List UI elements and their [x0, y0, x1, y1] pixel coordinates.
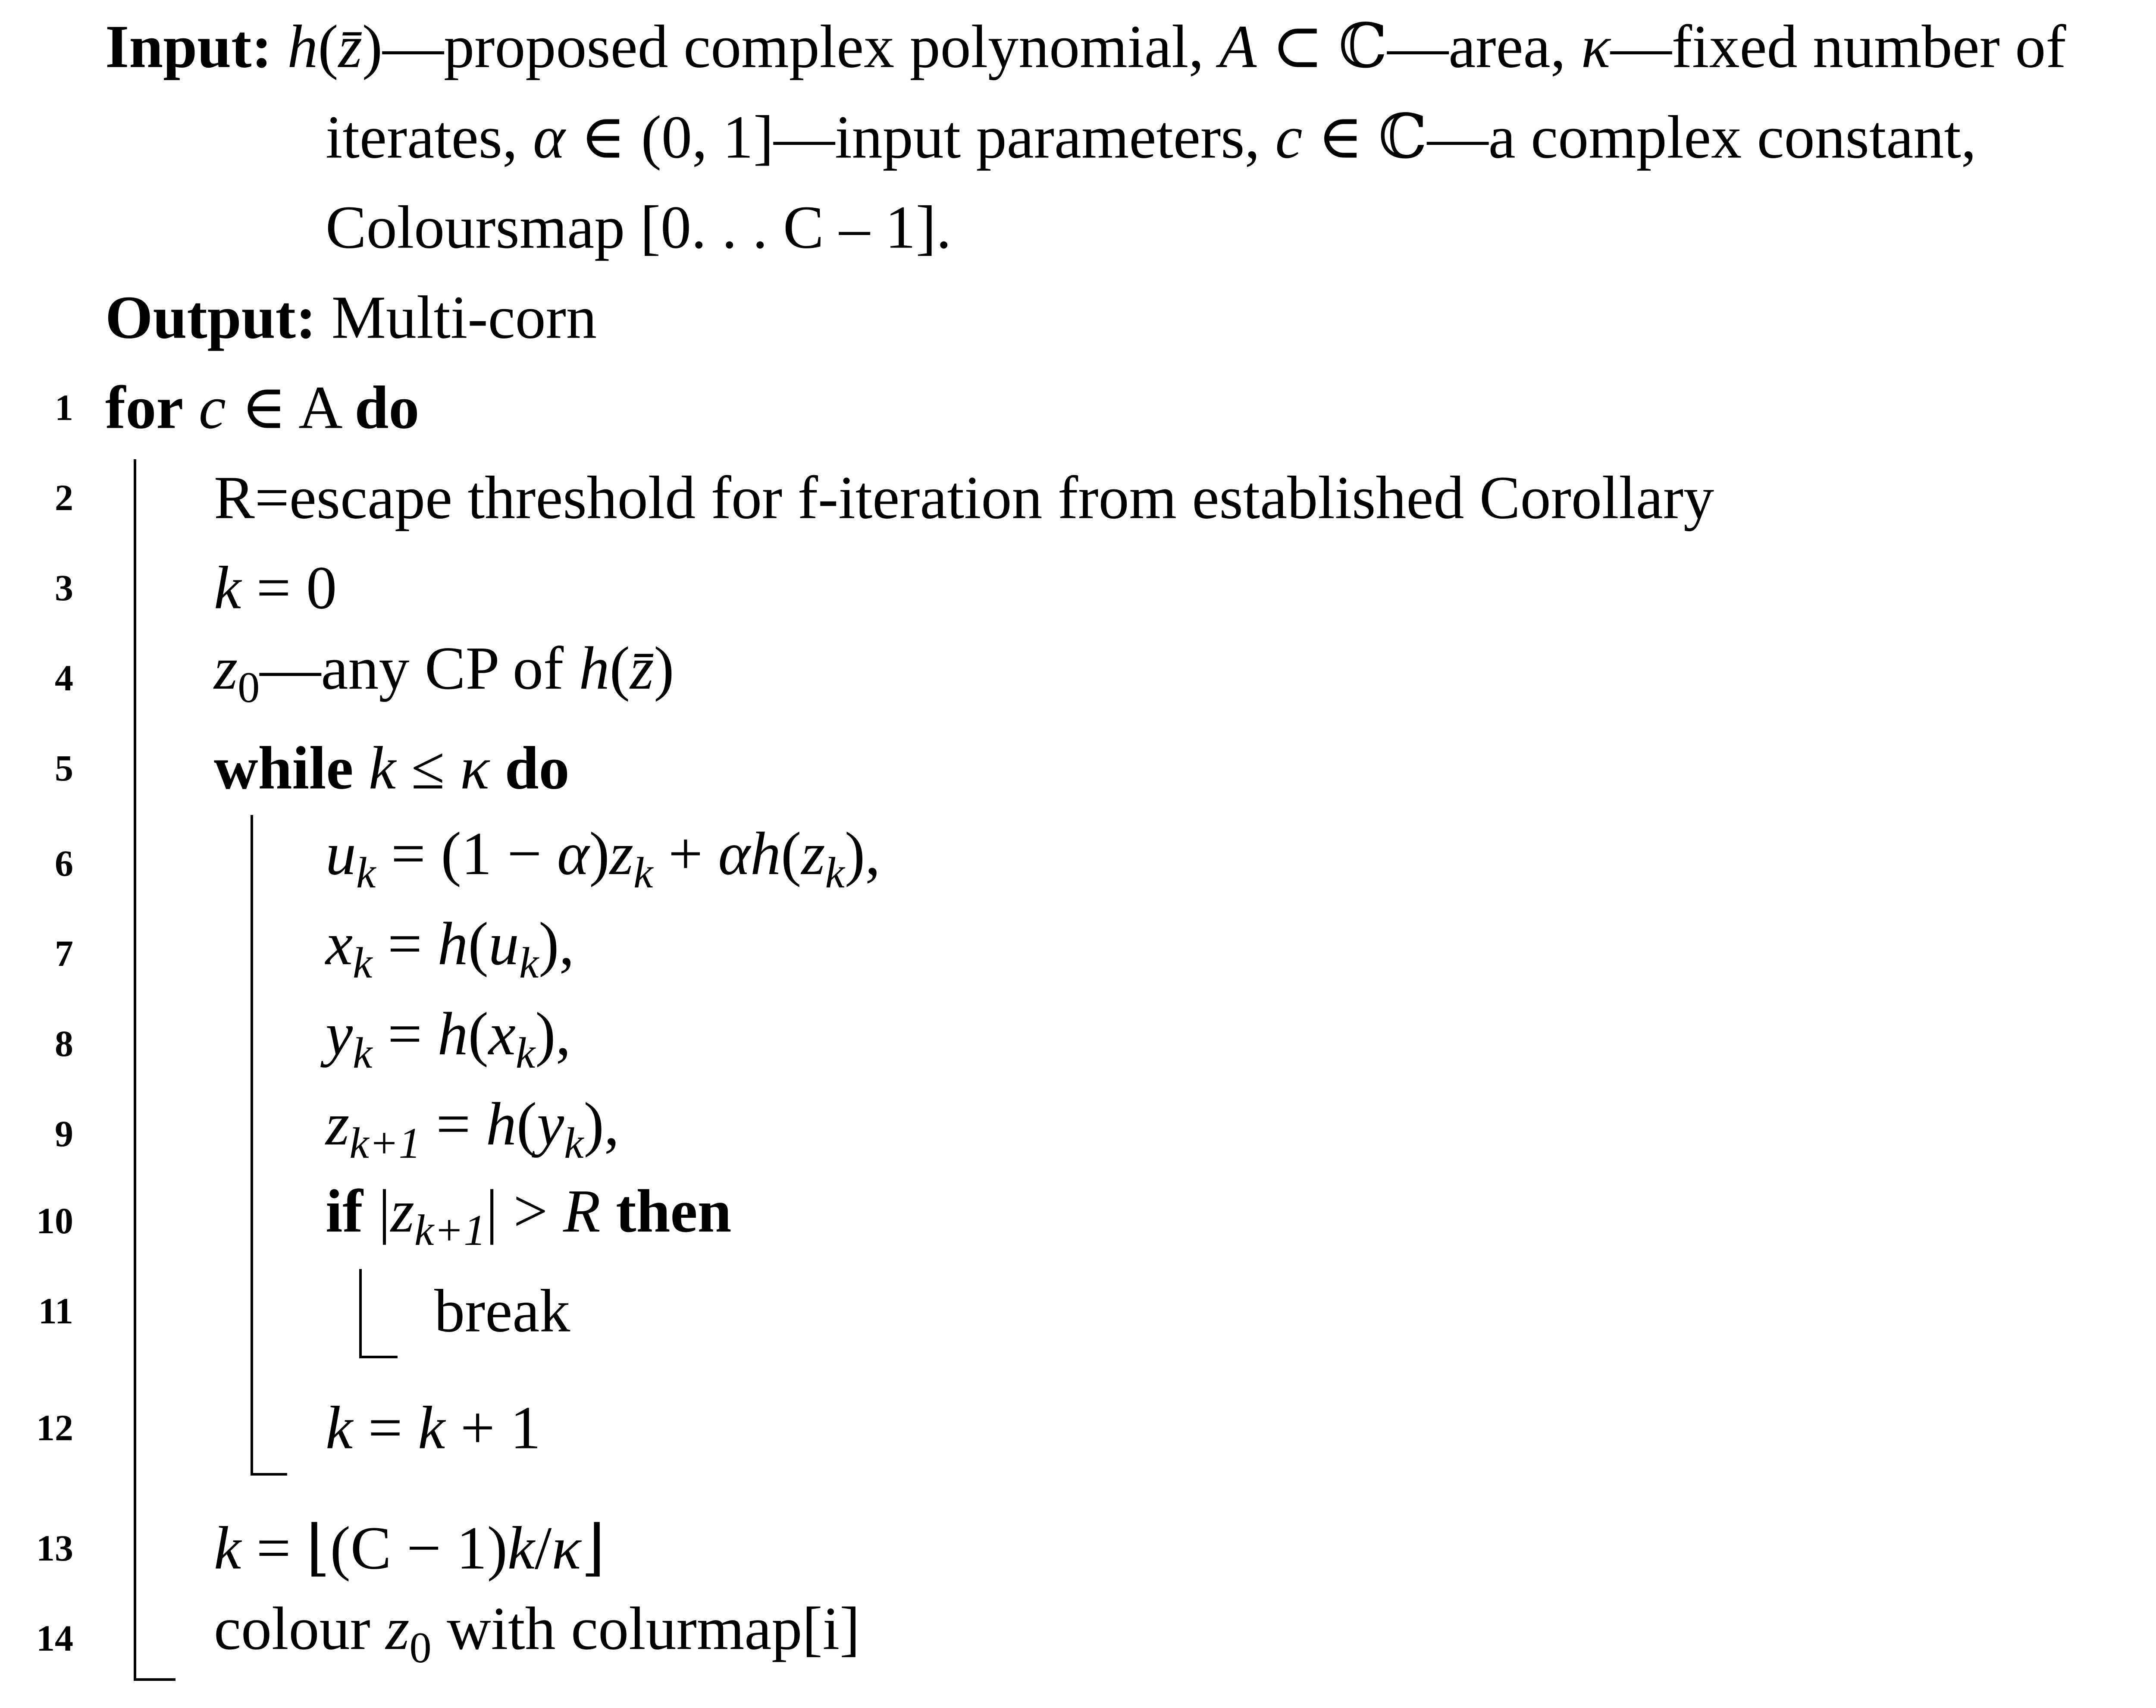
math-symbol: k: [326, 1393, 353, 1462]
line-number: 3: [55, 567, 73, 608]
while-block-end: [251, 1473, 287, 1476]
math-symbol: c: [1275, 103, 1303, 171]
line-number: 4: [55, 657, 73, 699]
text-segment: +: [653, 819, 718, 888]
line-number: 7: [55, 933, 73, 974]
algorithm-line: [326, 1178, 731, 1264]
math-symbol: κ: [460, 733, 490, 802]
math-symbol: k: [214, 1514, 241, 1582]
math-symbol: z: [214, 634, 238, 702]
math-symbol: h: [287, 12, 318, 81]
text-segment: = (1 −: [376, 819, 557, 888]
text-segment: —any CP of: [260, 634, 579, 702]
text-segment: [489, 734, 505, 802]
math-symbol: α: [557, 819, 589, 888]
keyword: while: [214, 733, 354, 802]
math-symbol: k+1: [349, 1119, 421, 1168]
line-number: 11: [38, 1290, 73, 1332]
text-segment: [601, 1177, 616, 1245]
math-symbol: z: [385, 1594, 410, 1663]
output-line: [105, 284, 597, 351]
math-symbol: z: [390, 1177, 414, 1245]
line-number: 6: [55, 843, 73, 884]
text-segment: ),: [583, 1090, 620, 1158]
text-segment: (: [780, 819, 802, 888]
text-segment: ),: [844, 819, 881, 888]
text-segment: Coloursmap [0. . . C – 1].: [326, 193, 952, 261]
text-segment: (: [516, 1090, 537, 1158]
line-number: 14: [36, 1617, 73, 1659]
if-block-rule: [359, 1269, 362, 1357]
text-segment: (: [468, 1000, 489, 1068]
algorithm-line: [214, 735, 570, 802]
math-symbol: y: [537, 1090, 564, 1158]
text-segment: ): [654, 634, 674, 702]
math-symbol: k: [418, 1393, 445, 1462]
math-symbol: h: [437, 1000, 468, 1068]
math-symbol: k: [507, 1514, 535, 1582]
text-segment: = 0: [241, 553, 337, 622]
math-symbol: k: [825, 848, 845, 897]
math-symbol: 0: [238, 663, 260, 712]
text-segment: Multi-corn: [316, 283, 597, 351]
text-segment: /: [534, 1514, 552, 1582]
math-symbol: h: [579, 634, 610, 702]
math-symbol: k: [519, 938, 539, 987]
math-symbol: x: [326, 909, 353, 978]
algorithm-line: [434, 1278, 570, 1344]
math-symbol: k: [353, 1028, 373, 1078]
text-segment: =: [372, 1000, 438, 1068]
algorithm-line: [214, 555, 337, 621]
text-segment: break: [434, 1276, 570, 1345]
line-number: 2: [55, 477, 73, 518]
math-symbol: k: [353, 938, 373, 987]
keyword: do: [354, 373, 420, 442]
text-segment: iterates,: [326, 103, 533, 171]
text-segment: ): [589, 819, 610, 888]
text-segment: ∈ A: [226, 373, 355, 442]
text-segment: [272, 13, 288, 81]
input-line-3: [326, 194, 951, 261]
algorithm-line: [326, 1000, 571, 1087]
text-segment: ),: [539, 909, 574, 978]
keyword: if: [326, 1177, 363, 1245]
math-symbol: z̄: [338, 12, 362, 81]
text-segment: ∈ ℂ—a complex constant,: [1302, 103, 1977, 171]
text-segment: [353, 734, 369, 802]
algorithm-line: [214, 464, 1714, 531]
math-symbol: k: [633, 848, 653, 897]
text-segment: =: [353, 1393, 418, 1462]
keyword: do: [505, 733, 570, 802]
text-segment: ≤: [395, 733, 460, 802]
text-segment: with colurmap[i]: [431, 1594, 860, 1663]
text-segment: (: [318, 12, 338, 81]
math-symbol: z: [801, 819, 825, 888]
while-block-rule: [251, 815, 253, 1475]
math-symbol: h: [437, 909, 468, 978]
text-segment: —fixed number of: [1610, 12, 2066, 81]
algorithm-line: [214, 1515, 605, 1582]
keyword: Output:: [105, 283, 317, 351]
math-symbol: c: [198, 373, 226, 442]
algorithm-line: [326, 1395, 541, 1461]
text-segment: =: [372, 909, 438, 978]
text-segment: (: [468, 909, 489, 978]
keyword: for: [105, 373, 184, 442]
input-line-1: [105, 13, 2066, 80]
line-number: 1: [55, 387, 73, 428]
text-segment: =: [420, 1090, 486, 1158]
math-symbol: h: [486, 1090, 517, 1158]
math-symbol: k: [515, 1028, 536, 1078]
algorithm-line: [105, 374, 419, 441]
algorithm-line: [326, 1091, 619, 1177]
algorithm-line: [214, 635, 674, 721]
line-number: 5: [55, 747, 73, 789]
algorithm-line: [214, 1595, 860, 1681]
line-number: 8: [55, 1023, 73, 1064]
math-symbol: α: [533, 103, 565, 171]
math-symbol: u: [488, 909, 519, 978]
math-symbol: x: [488, 1000, 516, 1068]
math-symbol: κ: [552, 1514, 581, 1582]
math-symbol: z: [326, 1090, 350, 1158]
math-symbol: z̄: [630, 634, 654, 702]
text-segment: ∈ (0, 1]—input parameters,: [565, 103, 1275, 171]
text-segment: [183, 373, 199, 442]
math-symbol: k: [368, 733, 396, 802]
text-segment: + 1: [445, 1393, 541, 1462]
text-segment: R=escape threshold for f-iteration from established Corollary: [214, 463, 1714, 532]
line-number: 10: [36, 1200, 73, 1241]
line-number: 13: [36, 1527, 73, 1569]
text-segment: = ⌊(C − 1): [241, 1514, 508, 1582]
keyword: then: [616, 1177, 732, 1245]
math-symbol: A: [1219, 12, 1257, 81]
math-symbol: R: [563, 1177, 601, 1245]
keyword: Input:: [105, 12, 272, 81]
text-segment: ),: [535, 1000, 571, 1068]
math-symbol: 0: [409, 1623, 432, 1672]
text-segment: |: [363, 1177, 391, 1245]
text-segment: (: [609, 634, 630, 702]
for-block-rule: [134, 459, 136, 1680]
input-line-2: [326, 104, 1976, 171]
math-symbol: k: [356, 848, 376, 897]
math-symbol: k+1: [414, 1206, 486, 1255]
line-number: 12: [36, 1407, 73, 1448]
math-symbol: u: [326, 819, 356, 888]
text-segment: ⌋: [581, 1514, 605, 1582]
math-symbol: z: [609, 819, 633, 888]
math-symbol: αh: [718, 819, 781, 888]
math-symbol: k: [564, 1119, 584, 1168]
algorithm-line: [326, 820, 881, 906]
text-segment: )—proposed complex polynomial,: [362, 12, 1219, 81]
for-block-end: [134, 1678, 175, 1681]
math-symbol: k: [214, 553, 241, 622]
text-segment: colour: [214, 1594, 386, 1663]
math-symbol: κ: [1581, 12, 1611, 81]
line-number: 9: [55, 1113, 73, 1154]
math-symbol: y: [326, 1000, 353, 1068]
text-segment: ⊂ ℂ—area,: [1257, 12, 1581, 81]
if-block-end: [359, 1356, 398, 1358]
text-segment: | >: [486, 1177, 563, 1245]
algorithm-line: [326, 910, 574, 997]
